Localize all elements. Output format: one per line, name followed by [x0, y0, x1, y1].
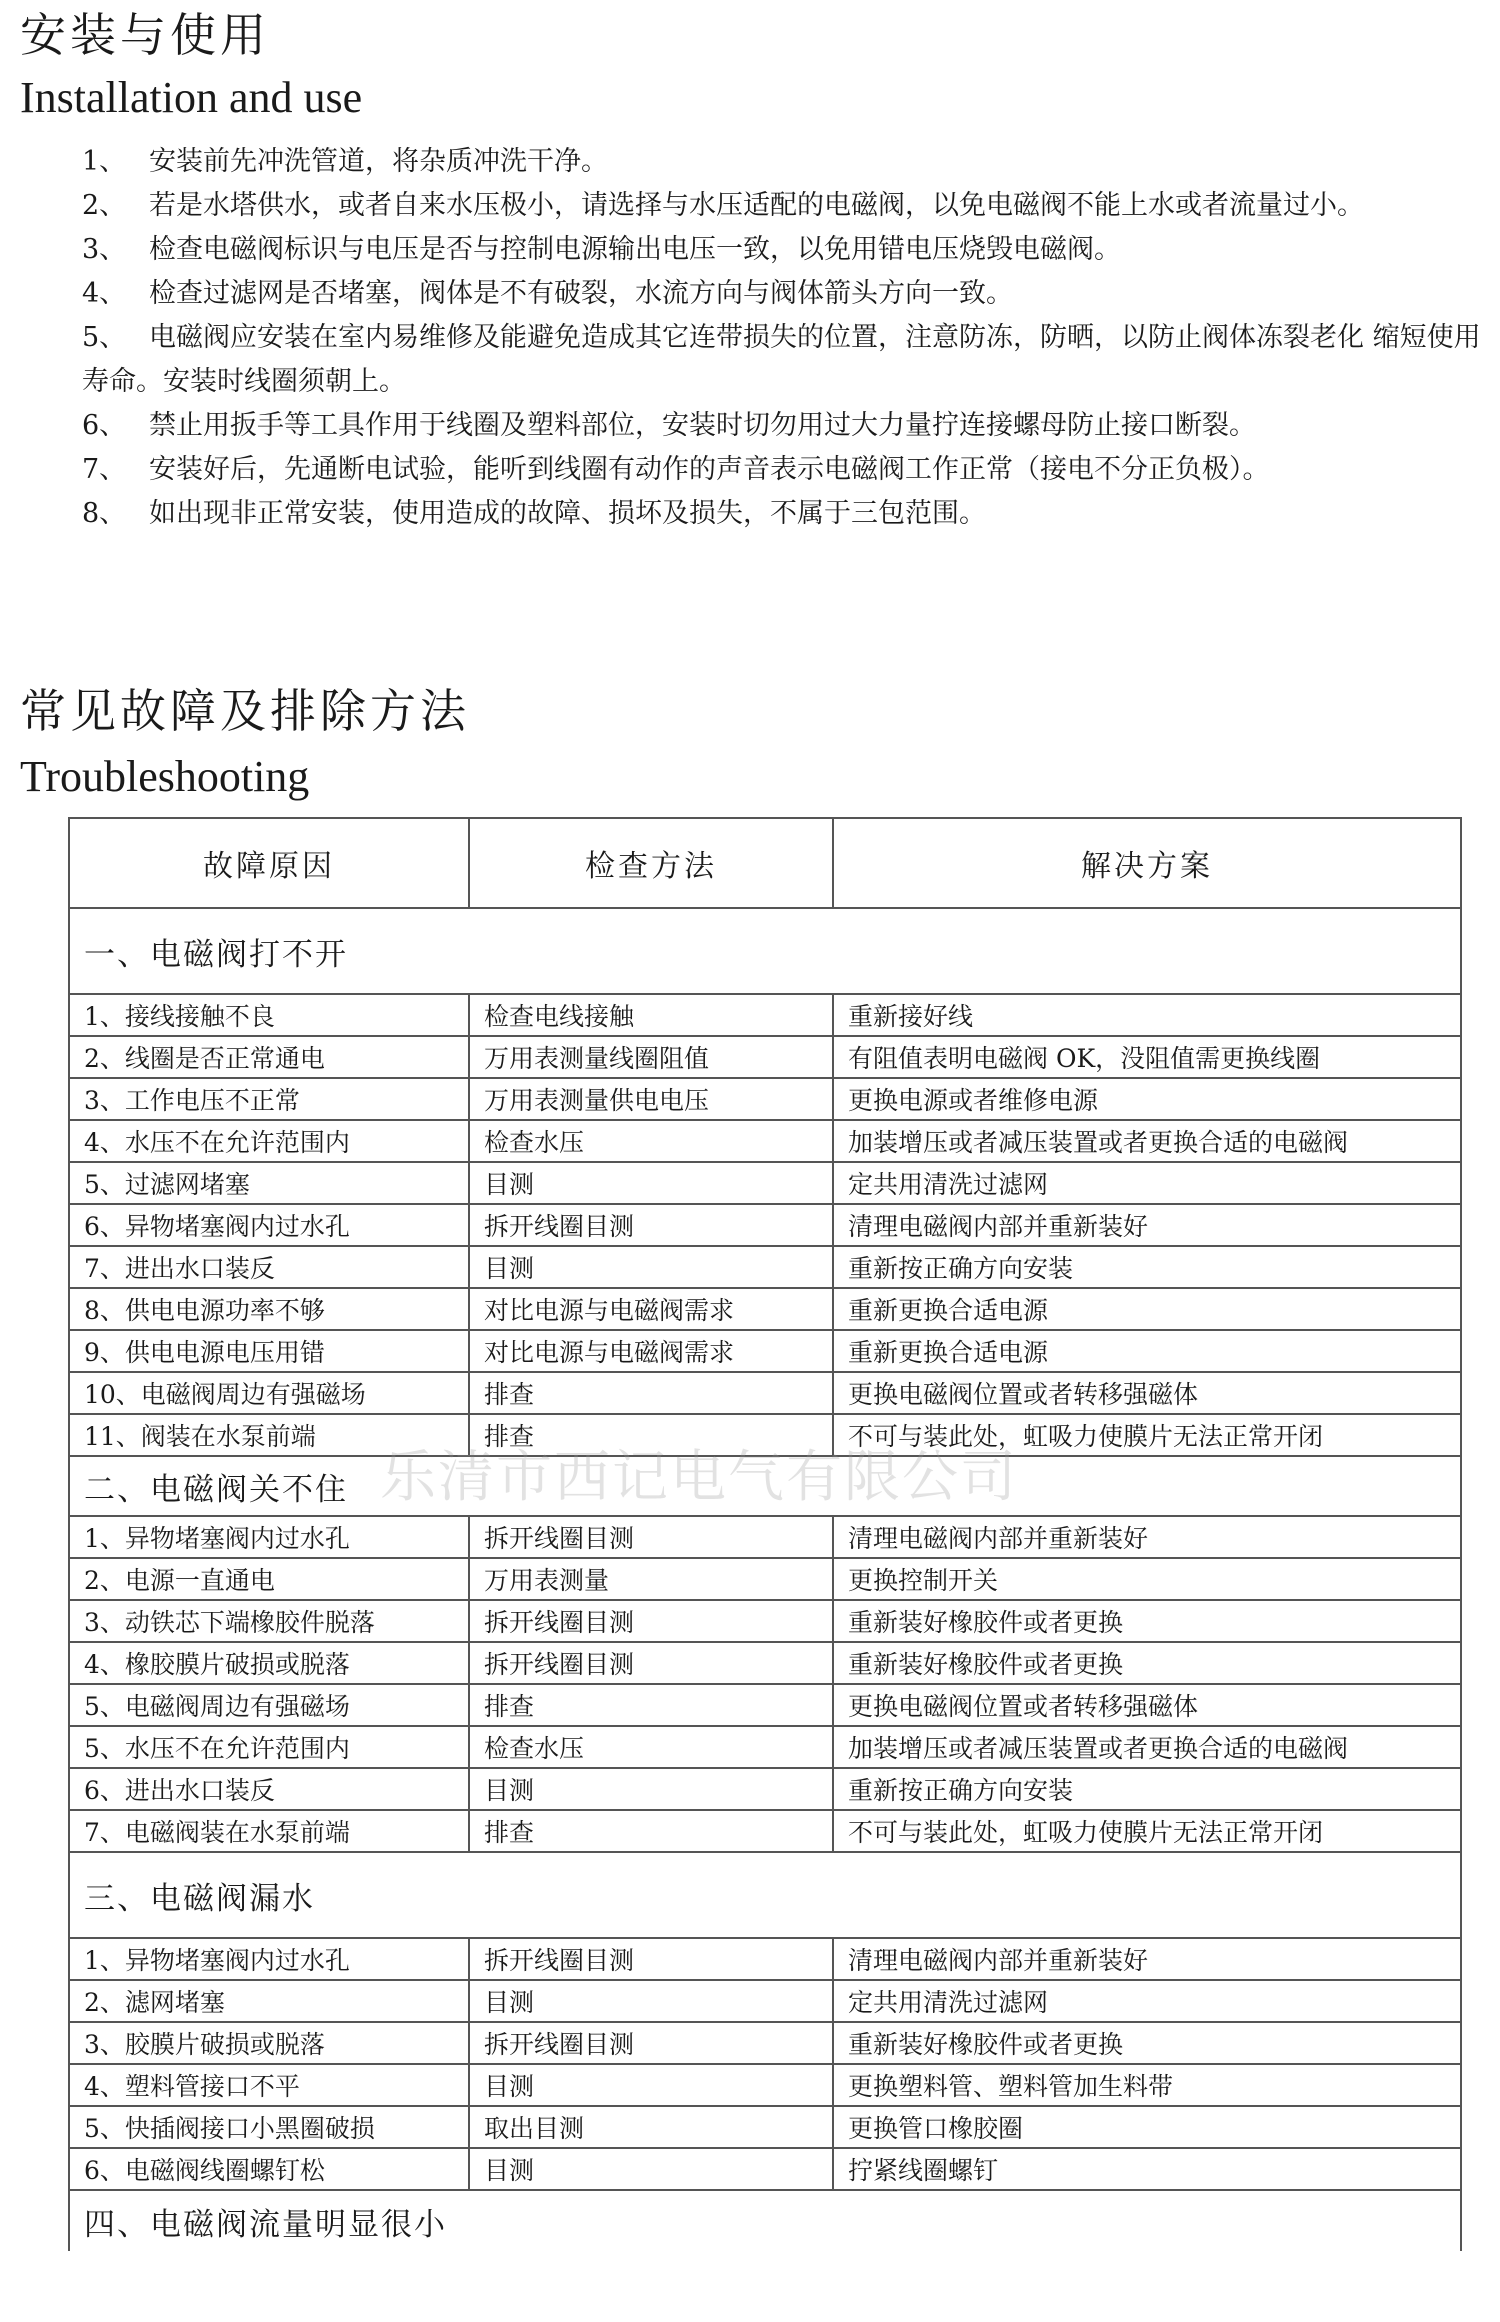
solution-cell: 重新接好线	[833, 994, 1461, 1036]
step-text: 检查过滤网是否堵塞，阀体是不有破裂，水流方向与阀体箭头方向一致。	[149, 278, 1013, 309]
check-method-cell: 万用表测量线圈阻值	[469, 1036, 833, 1078]
solution-cell: 重新装好橡胶件或者更换	[833, 1642, 1461, 1684]
section-title: 一、电磁阀打不开	[69, 908, 1461, 994]
table-row	[69, 2148, 1461, 2190]
table-row	[69, 1516, 1461, 1558]
table-row	[69, 1768, 1461, 1810]
table-row	[69, 1684, 1461, 1726]
fault-cause-cell: 11、阀装在水泵前端	[69, 1414, 469, 1456]
troubleshooting-table	[68, 817, 1462, 2251]
step-number: 3、	[82, 234, 127, 265]
fault-cause-cell: 3、工作电压不正常	[69, 1078, 469, 1120]
fault-cause-cell: 1、异物堵塞阀内过水孔	[69, 1516, 469, 1558]
header-fault-cause: 故障原因	[69, 818, 469, 908]
table-row	[69, 994, 1461, 1036]
fault-cause-cell: 1、异物堵塞阀内过水孔	[69, 1938, 469, 1980]
installation-step	[82, 184, 1482, 228]
section-row	[69, 908, 1461, 994]
check-method-cell: 检查水压	[469, 1120, 833, 1162]
table-row	[69, 1414, 1461, 1456]
solution-cell: 重新按正确方向安装	[833, 1246, 1461, 1288]
table-row	[69, 2106, 1461, 2148]
table-row	[69, 1558, 1461, 1600]
check-method-cell: 对比电源与电磁阀需求	[469, 1330, 833, 1372]
solution-cell: 定共用清洗过滤网	[833, 1980, 1461, 2022]
section-title: 四、电磁阀流量明显很小	[69, 2190, 1461, 2251]
check-method-cell: 拆开线圈目测	[469, 1938, 833, 1980]
solution-cell: 清理电磁阀内部并重新装好	[833, 1516, 1461, 1558]
fault-cause-cell: 2、滤网堵塞	[69, 1980, 469, 2022]
fault-cause-cell: 6、进出水口装反	[69, 1768, 469, 1810]
table-row	[69, 1330, 1461, 1372]
table-row	[69, 2064, 1461, 2106]
table-row	[69, 2022, 1461, 2064]
installation-step	[82, 404, 1482, 448]
fault-cause-cell: 6、异物堵塞阀内过水孔	[69, 1204, 469, 1246]
solution-cell: 有阻值表明电磁阀 OK，没阻值需更换线圈	[833, 1036, 1461, 1078]
solution-cell: 更换电源或者维修电源	[833, 1078, 1461, 1120]
section-title: 二、电磁阀关不住	[69, 1456, 1461, 1516]
fault-cause-cell: 2、线圈是否正常通电	[69, 1036, 469, 1078]
solution-cell: 更换电磁阀位置或者转移强磁体	[833, 1372, 1461, 1414]
solution-cell: 重新更换合适电源	[833, 1330, 1461, 1372]
table-row	[69, 1120, 1461, 1162]
section-title: 三、电磁阀漏水	[69, 1852, 1461, 1938]
solution-cell: 更换电磁阀位置或者转移强磁体	[833, 1684, 1461, 1726]
installation-step	[82, 492, 1482, 536]
check-method-cell: 目测	[469, 2148, 833, 2190]
fault-cause-cell: 7、电磁阀装在水泵前端	[69, 1810, 469, 1852]
solution-cell: 重新装好橡胶件或者更换	[833, 2022, 1461, 2064]
company-watermark: 乐清市西记电气有限公司	[380, 1445, 1018, 1510]
table-row	[69, 1980, 1461, 2022]
fault-cause-cell: 5、电磁阀周边有强磁场	[69, 1684, 469, 1726]
fault-cause-cell: 3、胶膜片破损或脱落	[69, 2022, 469, 2064]
fault-cause-cell: 4、塑料管接口不平	[69, 2064, 469, 2106]
check-method-cell: 排查	[469, 1810, 833, 1852]
table-row	[69, 1726, 1461, 1768]
step-text: 安装好后，先通断电试验，能听到线圈有动作的声音表示电磁阀工作正常（接电不分正负极）。	[149, 454, 1270, 485]
check-method-cell: 拆开线圈目测	[469, 1642, 833, 1684]
solution-cell: 清理电磁阀内部并重新装好	[833, 1204, 1461, 1246]
fault-cause-cell: 5、快插阀接口小黑圈破损	[69, 2106, 469, 2148]
check-method-cell: 排查	[469, 1414, 833, 1456]
fault-cause-cell: 4、水压不在允许范围内	[69, 1120, 469, 1162]
solution-cell: 定共用清洗过滤网	[833, 1162, 1461, 1204]
check-method-cell: 取出目测	[469, 2106, 833, 2148]
section-row	[69, 1852, 1461, 1938]
table-row	[69, 1036, 1461, 1078]
section-row	[69, 1456, 1461, 1516]
check-method-cell: 对比电源与电磁阀需求	[469, 1288, 833, 1330]
header-solution: 解决方案	[833, 818, 1461, 908]
installation-title-cn: 安装与使用	[20, 8, 270, 62]
check-method-cell: 检查电线接触	[469, 994, 833, 1036]
check-method-cell: 排查	[469, 1372, 833, 1414]
step-text: 禁止用扳手等工具作用于线圈及塑料部位，安装时切勿用过大力量拧连接螺母防止接口断裂。	[149, 410, 1256, 441]
step-text: 电磁阀应安装在室内易维修及能避免造成其它连带损失的位置，注意防冻，防晒，以防止阀体冻裂老化 缩短使用寿命。安装时线圈须朝上。	[82, 322, 1481, 397]
table-row	[69, 1600, 1461, 1642]
solution-cell: 更换管口橡胶圈	[833, 2106, 1461, 2148]
step-number: 8、	[82, 498, 127, 529]
step-text: 若是水塔供水，或者自来水压极小，请选择与水压适配的电磁阀，以免电磁阀不能上水或者流量过小。	[149, 190, 1364, 221]
troubleshooting-title-en: Troubleshooting	[20, 752, 310, 801]
check-method-cell: 目测	[469, 2064, 833, 2106]
fault-cause-cell: 1、接线接触不良	[69, 994, 469, 1036]
check-method-cell: 万用表测量	[469, 1558, 833, 1600]
installation-step	[82, 316, 1482, 404]
table-row	[69, 1246, 1461, 1288]
table-row	[69, 1162, 1461, 1204]
check-method-cell: 目测	[469, 1162, 833, 1204]
table-row	[69, 1288, 1461, 1330]
installation-step	[82, 448, 1482, 492]
solution-cell: 加装增压或者减压装置或者更换合适的电磁阀	[833, 1120, 1461, 1162]
solution-cell: 更换控制开关	[833, 1558, 1461, 1600]
step-text: 检查电磁阀标识与电压是否与控制电源输出电压一致，以免用错电压烧毁电磁阀。	[149, 234, 1121, 265]
fault-cause-cell: 7、进出水口装反	[69, 1246, 469, 1288]
solution-cell: 重新按正确方向安装	[833, 1768, 1461, 1810]
check-method-cell: 拆开线圈目测	[469, 1600, 833, 1642]
check-method-cell: 万用表测量供电电压	[469, 1078, 833, 1120]
check-method-cell: 目测	[469, 1768, 833, 1810]
solution-cell: 清理电磁阀内部并重新装好	[833, 1938, 1461, 1980]
step-number: 1、	[82, 146, 127, 177]
solution-cell: 加装增压或者减压装置或者更换合适的电磁阀	[833, 1726, 1461, 1768]
check-method-cell: 排查	[469, 1684, 833, 1726]
check-method-cell: 拆开线圈目测	[469, 1516, 833, 1558]
solution-cell: 拧紧线圈螺钉	[833, 2148, 1461, 2190]
fault-cause-cell: 3、动铁芯下端橡胶件脱落	[69, 1600, 469, 1642]
check-method-cell: 检查水压	[469, 1726, 833, 1768]
fault-cause-cell: 2、电源一直通电	[69, 1558, 469, 1600]
check-method-cell: 目测	[469, 1246, 833, 1288]
table-row	[69, 1938, 1461, 1980]
installation-steps	[82, 140, 1482, 536]
step-number: 2、	[82, 190, 127, 221]
fault-cause-cell: 8、供电电源功率不够	[69, 1288, 469, 1330]
header-check-method: 检查方法	[469, 818, 833, 908]
solution-cell: 重新装好橡胶件或者更换	[833, 1600, 1461, 1642]
installation-step	[82, 272, 1482, 316]
fault-cause-cell: 6、电磁阀线圈螺钉松	[69, 2148, 469, 2190]
step-text: 如出现非正常安装，使用造成的故障、损坏及损失，不属于三包范围。	[149, 498, 986, 529]
table-row	[69, 1078, 1461, 1120]
solution-cell: 重新更换合适电源	[833, 1288, 1461, 1330]
step-number: 5、	[82, 322, 127, 353]
fault-cause-cell: 5、水压不在允许范围内	[69, 1726, 469, 1768]
fault-cause-cell: 9、供电电源电压用错	[69, 1330, 469, 1372]
troubleshooting-title-cn: 常见故障及排除方法	[20, 684, 470, 738]
table-row	[69, 1642, 1461, 1684]
check-method-cell: 目测	[469, 1980, 833, 2022]
step-number: 6、	[82, 410, 127, 441]
installation-title-en: Installation and use	[20, 73, 363, 122]
table-row	[69, 1372, 1461, 1414]
table-row	[69, 1204, 1461, 1246]
solution-cell: 不可与装此处，虹吸力使膜片无法正常开闭	[833, 1810, 1461, 1852]
step-number: 7、	[82, 454, 127, 485]
solution-cell: 更换塑料管、塑料管加生料带	[833, 2064, 1461, 2106]
check-method-cell: 拆开线圈目测	[469, 2022, 833, 2064]
fault-cause-cell: 5、过滤网堵塞	[69, 1162, 469, 1204]
table-body	[69, 908, 1461, 2251]
step-number: 4、	[82, 278, 127, 309]
check-method-cell: 拆开线圈目测	[469, 1204, 833, 1246]
step-text: 安装前先冲洗管道，将杂质冲洗干净。	[149, 146, 608, 177]
section-row	[69, 2190, 1461, 2251]
table-row	[69, 1810, 1461, 1852]
fault-cause-cell: 10、电磁阀周边有强磁场	[69, 1372, 469, 1414]
fault-cause-cell: 4、橡胶膜片破损或脱落	[69, 1642, 469, 1684]
solution-cell: 不可与装此处，虹吸力使膜片无法正常开闭	[833, 1414, 1461, 1456]
installation-step	[82, 228, 1482, 272]
table-header-row	[69, 818, 1461, 908]
installation-step	[82, 140, 1482, 184]
